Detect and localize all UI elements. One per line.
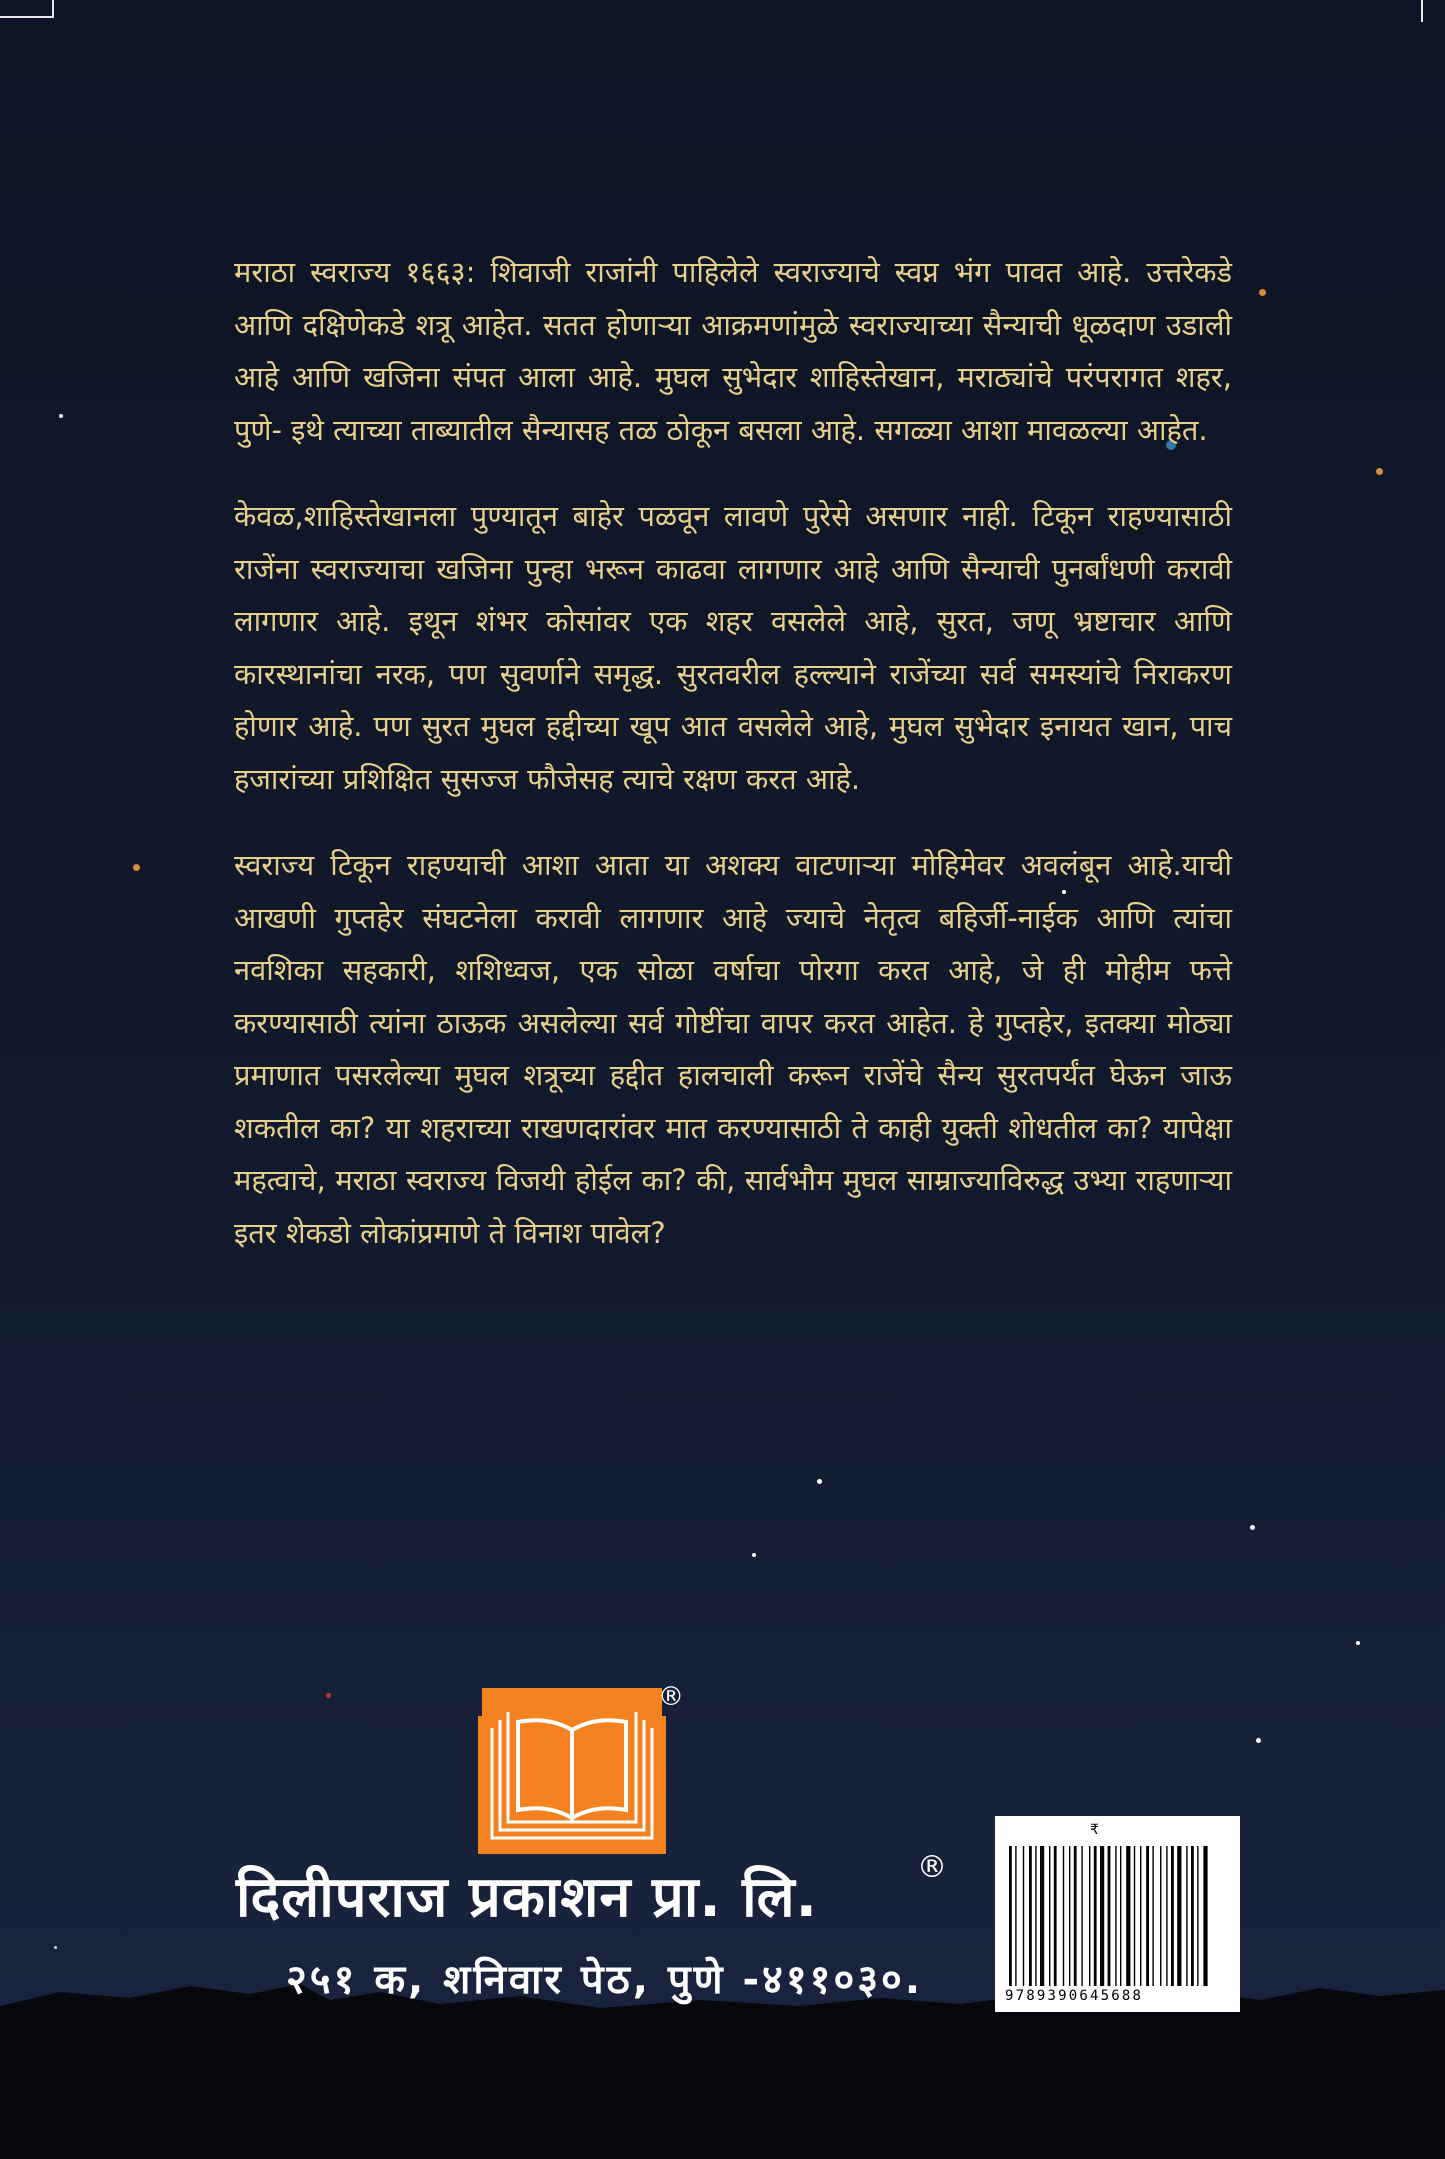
barcode-bar xyxy=(1089,1846,1090,1986)
star xyxy=(817,1479,822,1484)
barcode-bar xyxy=(1197,1846,1198,1986)
barcode-bar xyxy=(1177,1846,1181,1986)
barcode-bar xyxy=(1054,1846,1057,1986)
barcode-bar xyxy=(1040,1846,1044,1986)
barcode-bar xyxy=(1126,1846,1130,1986)
barcode-bar xyxy=(1074,1846,1077,1986)
barcode-bar xyxy=(1023,1846,1024,1986)
back-cover-blurb xyxy=(234,246,1232,1293)
barcode-bar xyxy=(1015,1846,1016,1986)
isbn-number: 9789390645688 xyxy=(1005,1988,1144,2004)
barcode-bar xyxy=(1115,1846,1116,1986)
barcode-bar xyxy=(1120,1846,1121,1986)
crop-mark-top-left-h xyxy=(0,16,54,18)
barcode-bar xyxy=(1140,1846,1141,1986)
barcode-bar xyxy=(1166,1846,1167,1986)
barcode-bar xyxy=(1146,1846,1149,1986)
blurb-paragraph-1: मराठा स्वराज्य १६६३: शिवाजी राजांनी पाहिलेले स्वराज्याचे स्वप्न भंग पावत आहे. उत्तरेकडे आणि दक्षिणेकडे शत्रू आहेत. सतत होणाऱ्या आक्रमणांमुळे स्वराज्याच्या सैन्याची धूळदाण उडाली आहे आणि खजिना संपत आला आहे. मुघल सुभेदार शाहिस्तेखान, मराठ्यांचे परंपरागत शहर, पुणे- इथे त्याच्या ताब्यातील सैन्यासह तळ ठोकून बसला आहे. सगळ्या आशा मावळल्या आहेत. xyxy=(234,255,1232,447)
price-label: ₹ xyxy=(1090,1822,1099,1838)
barcode-bar xyxy=(1063,1846,1064,1986)
barcode-bar xyxy=(1171,1846,1174,1986)
barcode-bar xyxy=(1203,1846,1207,1986)
star xyxy=(752,1553,756,1557)
star xyxy=(1376,468,1383,475)
star xyxy=(326,1693,331,1698)
blurb-paragraph-3: स्वराज्य टिकून राहण्याची आशा आता या अशक्य वाटणाऱ्या मोहिमेवर अवलंबून आहे.याची आखणी गुप्तहेर संघटनेला करावी लागणार आहे ज्याचे नेतृत्व बहिर्जी-नाईक आणि त्यांचा नवशिका सहकारी, शशिध्वज, एक सोळा वर्षाचा पोरगा करत आहे, जे ही मोहीम फत्ते करण्यासाठी त्यांना ठाऊक असलेल्या सर्व गोष्टींचा वापर करत आहेत. हे गुप्तहेर, इतक्या मोठ्या प्रमाणात पसरलेल्या मुघल शत्रूच्या हद्दीत हालचाली करून राजेंचे सैन्य सुरतपर्यंत घेऊन जाऊ शकतील का? या शहराच्या राखणदारांवर मात करण्यासाठी ते काही युक्ती शोधतील का? यापेक्षा महत्वाचे, मराठा स्वराज्य विजयी होईल का? की, सार्वभौम मुघल साम्राज्याविरुद्ध उभ्या राहणाऱ्या इतर शेकडो लोकांप्रमाणे ते विनाश पावेल? xyxy=(234,848,1232,1250)
crop-mark-top-left-v xyxy=(52,0,54,16)
publisher-registered-mark: ® xyxy=(917,1850,947,1885)
star xyxy=(1256,1738,1261,1743)
star xyxy=(1250,1525,1255,1530)
barcode-bar xyxy=(1009,1846,1012,1986)
barcode-bar xyxy=(1029,1846,1032,1986)
barcode-bar xyxy=(1134,1846,1135,1986)
blurb-paragraph-2: केवळ,शाहिस्तेखानला पुण्यातून बाहेर पळवून लावणे पुरेसे असणार नाही. टिकून राहण्यासाठी राजेंना स्वराज्याचा खजिना पुन्हा भरून काढवा लागणार आहे आणि सैन्याची पुनर्बांधणी करावी लागणार आहे. इथून शंभर कोसांवर एक शहर वसलेले आहे, सुरत, जणू भ्रष्टाचार आणि कारस्थानांचा नरक, पण सुवर्णाने समृद्ध. सुरतवरील हल्ल्याने राजेंच्या सर्व समस्यांचे निराकरण होणार आहे. पण सुरत मुघल हद्दीच्या खूप आत वसलेले आहे, मुघल सुभेदार इनायत खान, पाच हजारांच्या प्रशिक्षित सुसज्ज फौजेसह त्याचे रक्षण करत आहे. xyxy=(234,499,1232,796)
barcode-bars xyxy=(995,1816,1240,2012)
barcode-bar xyxy=(1094,1846,1097,1986)
barcode-bar xyxy=(1049,1846,1050,1986)
barcode-bar xyxy=(1069,1846,1070,1986)
publisher-address: २५१ क, शनिवार पेठ, पुणे -४११०३०. xyxy=(286,1957,924,2003)
barcode-bar xyxy=(1100,1846,1104,1986)
star xyxy=(59,414,63,418)
barcode-bar xyxy=(1081,1846,1082,1986)
barcode-bar xyxy=(1160,1846,1161,1986)
logo-registered-mark: ® xyxy=(658,1682,684,1712)
open-book-icon xyxy=(478,1688,666,1854)
barcode-bar xyxy=(1191,1846,1194,1986)
star xyxy=(1259,289,1266,296)
star xyxy=(133,864,140,871)
barcode-bar xyxy=(1108,1846,1111,1986)
isbn-barcode xyxy=(995,1816,1240,2012)
barcode-bar xyxy=(1152,1846,1153,1986)
crop-mark-top-right-v xyxy=(1421,0,1423,22)
barcode-bar xyxy=(1035,1846,1036,1986)
barcode-bar xyxy=(1186,1846,1187,1986)
publisher-name: दिलीपराज प्रकाशन प्रा. लि. xyxy=(236,1865,818,1930)
star xyxy=(1356,1641,1360,1645)
